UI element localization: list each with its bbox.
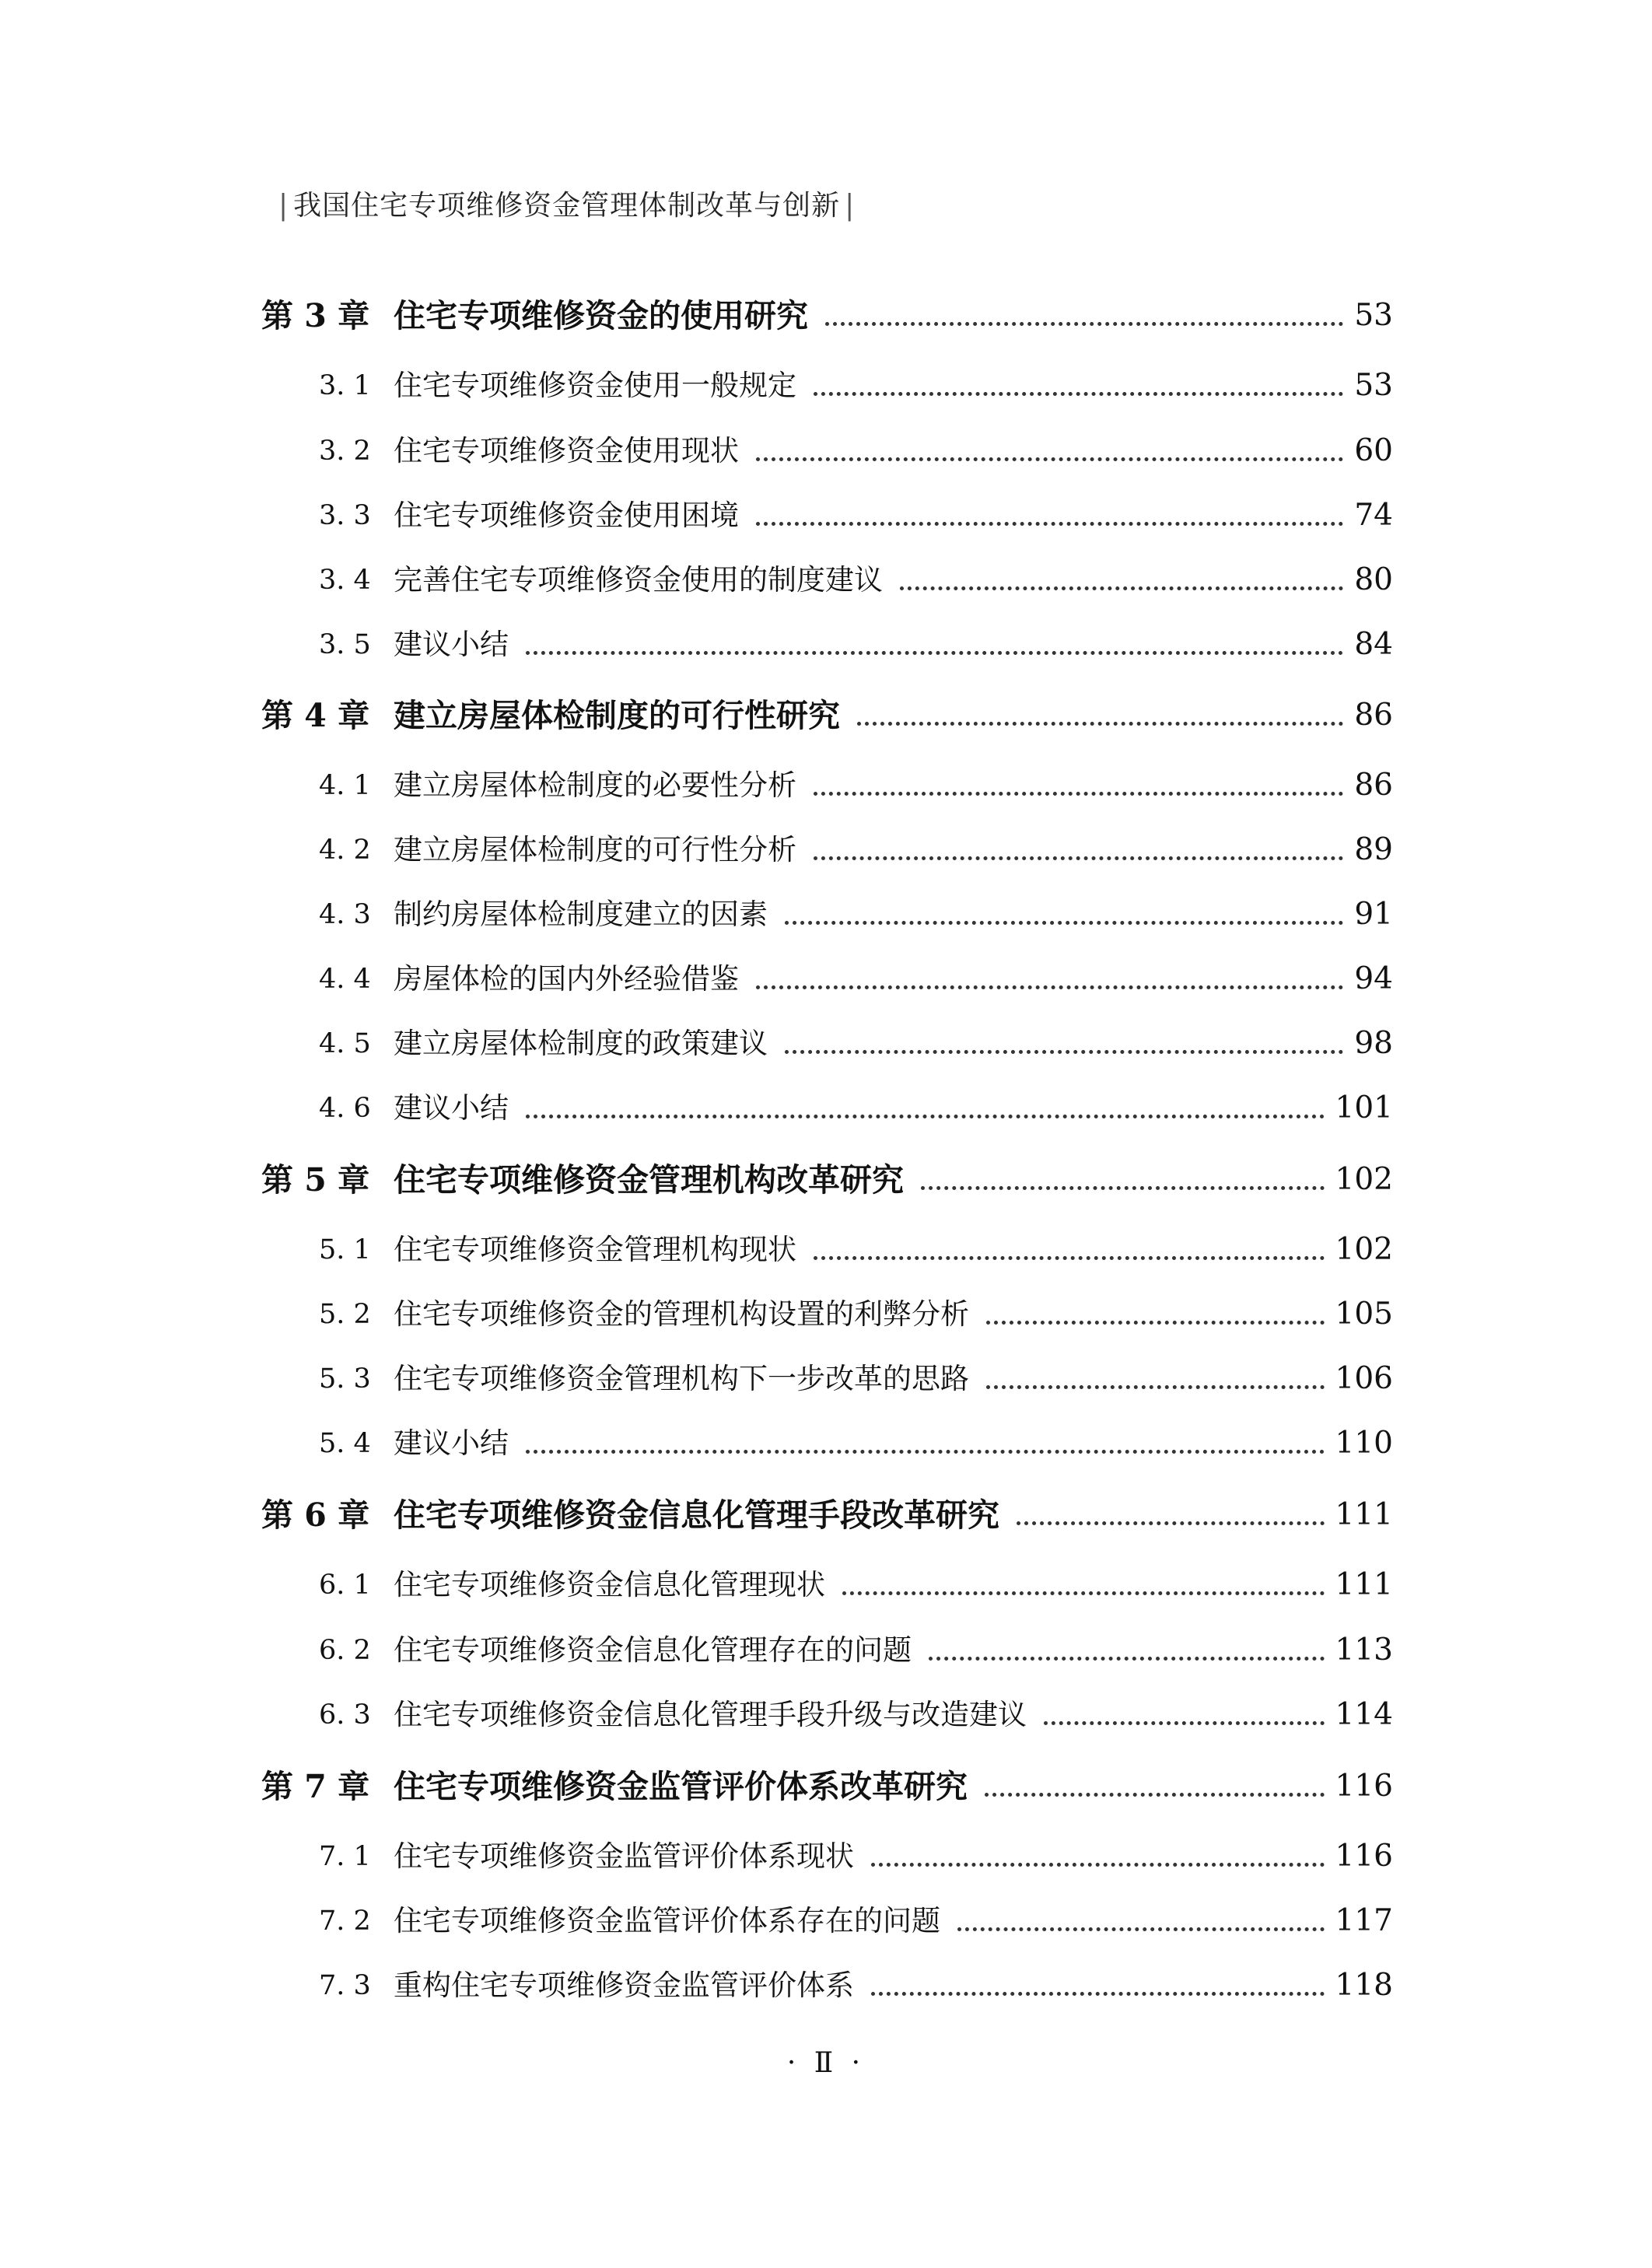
book-title: 我国住宅专项维修资金管理体制改革与创新	[293, 190, 841, 222]
toc-entry-page: 98	[1354, 1026, 1393, 1061]
dot-leader	[900, 586, 1343, 590]
toc-entry-page: 94	[1354, 961, 1393, 996]
toc-entry-title: 完善住宅专项维修资金使用的制度建议	[394, 563, 883, 597]
toc-entry-title: 住宅专项维修资金监管评价体系现状	[394, 1839, 854, 1873]
dot-leader	[814, 856, 1343, 860]
toc-section-entry[interactable]	[0, 1629, 1652, 1672]
toc-entry-title: 建立房屋体检制度的可行性研究	[394, 697, 840, 734]
toc-entry-number: 第 3 章	[261, 297, 370, 334]
toc-entry-title: 住宅专项维修资金信息化管理现状	[394, 1568, 825, 1601]
toc-entry-page: 86	[1354, 698, 1393, 733]
dot-leader	[814, 1256, 1325, 1260]
dot-leader	[921, 1186, 1325, 1190]
toc-entry-title: 住宅专项维修资金监管评价体系改革研究	[394, 1768, 968, 1805]
toc-entry-number: 第 6 章	[261, 1496, 370, 1534]
toc-section-entry[interactable]	[0, 1899, 1652, 1943]
toc-entry-number: 4. 1	[319, 770, 371, 801]
toc-entry-page: 89	[1354, 832, 1393, 867]
toc-entry-number: 3. 4	[319, 565, 371, 596]
dot-leader	[871, 1863, 1325, 1867]
toc-entry-number: 3. 5	[319, 629, 371, 660]
toc-entry-page: 86	[1354, 768, 1393, 803]
toc-entry-title: 建立房屋体检制度的必要性分析	[394, 768, 796, 802]
toc-entry-number: 4. 3	[319, 899, 371, 930]
header-rule-left: |	[278, 190, 289, 222]
toc-entry-number: 3. 1	[319, 370, 371, 401]
toc-section-entry[interactable]	[0, 893, 1652, 936]
toc-section-entry[interactable]	[0, 494, 1652, 537]
toc-entry-page: 118	[1335, 1968, 1393, 2003]
toc-entry-page: 53	[1354, 368, 1393, 403]
toc-entry-title: 建议小结	[394, 1426, 509, 1460]
toc-chapter-entry[interactable]	[0, 294, 1652, 338]
dot-leader	[785, 1050, 1343, 1054]
dot-leader	[857, 722, 1343, 726]
toc-entry-title: 住宅专项维修资金管理机构改革研究	[394, 1161, 904, 1199]
toc-entry-title: 住宅专项维修资金的管理机构设置的利弊分析	[394, 1297, 969, 1331]
toc-entry-title: 住宅专项维修资金信息化管理手段升级与改造建议	[394, 1698, 1027, 1731]
dot-leader	[957, 1927, 1325, 1931]
toc-entry-title: 制约房屋体检制度建立的因素	[394, 898, 768, 931]
toc-entry-page: 102	[1335, 1162, 1393, 1197]
toc-entry-title: 住宅专项维修资金使用困境	[394, 499, 739, 532]
dot-leader	[526, 1115, 1325, 1118]
toc-entry-title: 住宅专项维修资金使用现状	[394, 434, 739, 467]
dot-leader	[985, 1793, 1325, 1797]
toc-section-entry[interactable]	[0, 1964, 1652, 2007]
toc-section-entry[interactable]	[0, 623, 1652, 667]
toc-entry-page: 53	[1354, 298, 1393, 333]
toc-section-entry[interactable]	[0, 1835, 1652, 1878]
toc-entry-number: 第 7 章	[261, 1768, 370, 1805]
toc-entry-page: 106	[1335, 1361, 1393, 1396]
toc-entry-title: 建立房屋体检制度的可行性分析	[394, 833, 796, 866]
toc-section-entry[interactable]	[0, 1422, 1652, 1465]
toc-entry-title: 房屋体检的国内外经验借鉴	[394, 962, 739, 996]
dot-leader	[842, 1591, 1325, 1595]
toc-entry-number: 7. 1	[319, 1841, 371, 1872]
toc-entry-number: 7. 2	[319, 1906, 371, 1937]
page-number: · Ⅱ ·	[786, 2047, 866, 2079]
toc-entry-page: 114	[1335, 1697, 1393, 1732]
toc-chapter-entry[interactable]	[0, 694, 1652, 737]
toc-entry-page: 116	[1335, 1839, 1393, 1874]
dot-leader	[814, 792, 1343, 796]
toc-entry-number: 4. 6	[319, 1093, 371, 1124]
toc-section-entry[interactable]	[0, 1693, 1652, 1737]
dot-leader	[986, 1321, 1325, 1325]
toc-entry-title: 建议小结	[394, 628, 509, 661]
toc-entry-number: 3. 3	[319, 500, 371, 531]
toc-entry-title: 建立房屋体检制度的政策建议	[394, 1027, 768, 1060]
toc-entry-number: 第 5 章	[261, 1161, 370, 1199]
toc-entry-title: 住宅专项维修资金信息化管理存在的问题	[394, 1633, 912, 1667]
dot-leader	[756, 522, 1343, 526]
toc-entry-title: 住宅专项维修资金监管评价体系存在的问题	[394, 1904, 940, 1937]
toc-entry-number: 第 4 章	[261, 697, 370, 734]
toc-entry-page: 101	[1335, 1090, 1393, 1125]
toc-section-entry[interactable]	[0, 1563, 1652, 1607]
toc-entry-title: 建议小结	[394, 1091, 509, 1125]
toc-entry-page: 91	[1354, 897, 1393, 932]
toc-entry-page: 102	[1335, 1232, 1393, 1267]
toc-section-entry[interactable]	[0, 558, 1652, 602]
toc-entry-number: 3. 2	[319, 436, 371, 467]
dot-leader	[526, 1450, 1325, 1454]
toc-entry-page: 117	[1335, 1903, 1393, 1938]
toc-entry-page: 74	[1354, 498, 1393, 533]
toc-section-entry[interactable]	[0, 957, 1652, 1001]
toc-entry-number: 5. 1	[319, 1234, 371, 1265]
toc-section-entry[interactable]	[0, 1228, 1652, 1272]
toc-entry-title: 住宅专项维修资金使用一般规定	[394, 369, 796, 402]
toc-entry-number: 6. 1	[319, 1570, 371, 1601]
dot-leader	[871, 1992, 1325, 1996]
toc-entry-title: 住宅专项维修资金管理机构下一步改革的思路	[394, 1362, 969, 1395]
toc-entry-number: 4. 4	[319, 964, 371, 995]
toc-entry-number: 6. 3	[319, 1699, 371, 1731]
toc-entry-number: 6. 2	[319, 1635, 371, 1666]
toc-entry-number: 5. 2	[319, 1299, 371, 1330]
toc-section-entry[interactable]	[0, 764, 1652, 807]
toc-chapter-entry[interactable]	[0, 1493, 1652, 1537]
toc-entry-page: 110	[1335, 1426, 1393, 1461]
toc-section-entry[interactable]	[0, 828, 1652, 872]
toc-entry-title: 住宅专项维修资金信息化管理手段改革研究	[394, 1496, 999, 1534]
dot-leader	[1044, 1721, 1325, 1725]
toc-entry-number: 4. 5	[319, 1028, 371, 1059]
toc-entry-number: 5. 4	[319, 1428, 371, 1459]
dot-leader	[814, 392, 1343, 396]
toc-section-entry[interactable]	[0, 364, 1652, 408]
toc-entry-title: 住宅专项维修资金管理机构现状	[394, 1233, 796, 1266]
header-rule-right: |	[845, 190, 856, 222]
toc-entry-page: 84	[1354, 627, 1393, 662]
toc-entry-page: 113	[1335, 1633, 1393, 1668]
toc-entry-page: 111	[1335, 1567, 1393, 1602]
toc-section-entry[interactable]	[0, 1087, 1652, 1130]
dot-leader	[986, 1385, 1325, 1389]
toc-entry-page: 80	[1354, 562, 1393, 597]
toc-entry-page: 111	[1335, 1497, 1393, 1532]
toc-chapter-entry[interactable]	[0, 1158, 1652, 1202]
toc-section-entry[interactable]	[0, 1293, 1652, 1336]
toc-entry-number: 4. 2	[319, 835, 371, 866]
dot-leader	[929, 1657, 1325, 1661]
toc-section-entry[interactable]	[0, 1022, 1652, 1066]
dot-leader	[756, 985, 1343, 989]
toc-entry-title: 重构住宅专项维修资金监管评价体系	[394, 1969, 854, 2002]
dot-leader	[1017, 1521, 1325, 1525]
toc-entry-page: 60	[1354, 433, 1393, 468]
toc-entry-page: 116	[1335, 1769, 1393, 1804]
toc-entry-number: 5. 3	[319, 1363, 371, 1395]
dot-leader	[526, 651, 1343, 655]
dot-leader	[756, 457, 1343, 461]
dot-leader	[785, 921, 1343, 925]
toc-entry-title: 住宅专项维修资金的使用研究	[394, 297, 808, 334]
dot-leader	[825, 322, 1343, 326]
toc-section-entry[interactable]	[0, 1357, 1652, 1401]
toc-entry-page: 105	[1335, 1297, 1393, 1332]
toc-chapter-entry[interactable]	[0, 1765, 1652, 1808]
toc-entry-number: 7. 3	[319, 1970, 371, 2001]
toc-section-entry[interactable]	[0, 429, 1652, 473]
